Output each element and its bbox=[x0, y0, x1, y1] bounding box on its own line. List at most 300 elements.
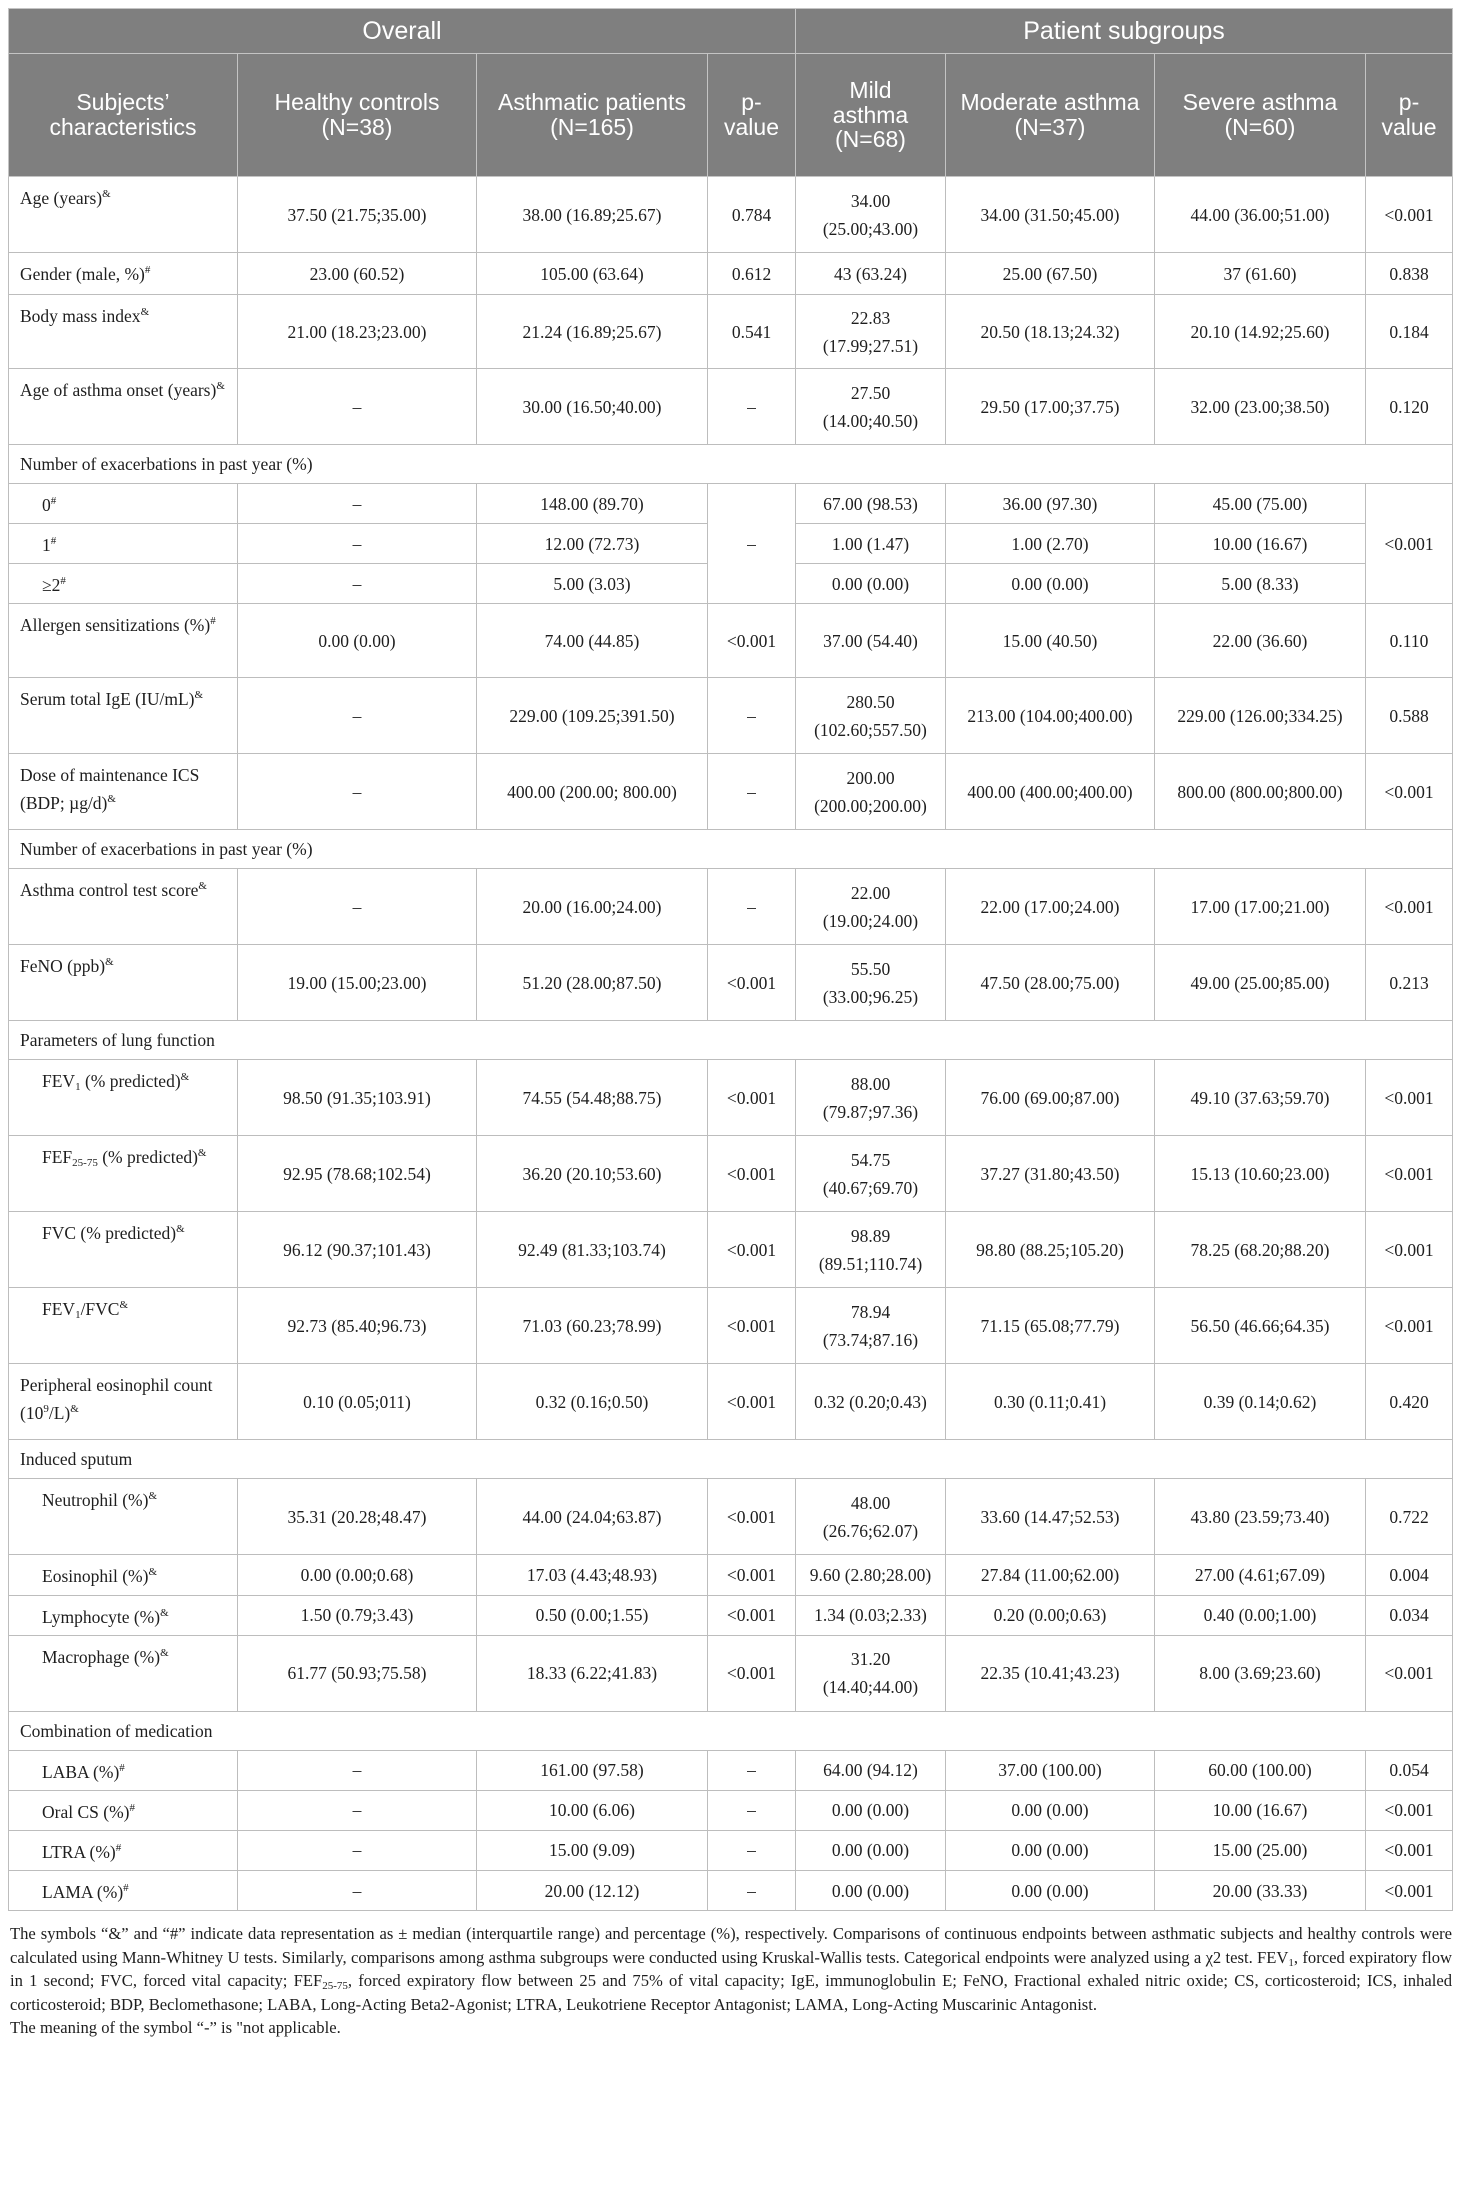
row-label bbox=[9, 604, 238, 678]
row-label-marker: # bbox=[50, 495, 57, 507]
section-heading: Number of exacerbations in past year (%) bbox=[9, 445, 1453, 484]
table-cell: <0.001 bbox=[1366, 1212, 1453, 1288]
table-cell: 105.00 (63.64) bbox=[477, 253, 708, 295]
row-label-text: Macrophage (%) bbox=[42, 1646, 161, 1667]
row-label-text: Age of asthma onset (years) bbox=[20, 380, 217, 400]
table-row bbox=[9, 1212, 1453, 1288]
footnote-subscript: 1 bbox=[1288, 1956, 1294, 1969]
footnote-text: , forced expiratory flow between 25 and 75% of vital capacity; IgE, immunoglobulin E; FeNO, Fractional exhaled nitric oxide; CS, corticosteroid; ICS, inhaled corticosteroid; BDP, Beclomethasone; LABA, Long-Acting Beta2-Agonist; LTRA, Leukotriene Receptor Antagonist; LAMA, Long-Acting Muscarinic Antagonist. bbox=[10, 1971, 1452, 2014]
table-cell: <0.001 bbox=[708, 1555, 796, 1595]
table-row bbox=[9, 295, 1453, 369]
row-label-marker: # bbox=[60, 575, 66, 588]
row-label bbox=[9, 1595, 238, 1635]
row-label bbox=[9, 295, 238, 369]
group-header-overall: Overall bbox=[9, 9, 796, 54]
row-label-marker: # bbox=[50, 535, 57, 548]
table-cell: 0.420 bbox=[1366, 1364, 1453, 1440]
table-cell: – bbox=[708, 869, 796, 945]
section-row bbox=[9, 1021, 1453, 1060]
col-header-mild-asthma: Mild asthma (N=68) bbox=[796, 54, 946, 177]
table-container bbox=[8, 8, 1452, 2040]
table-cell: 30.00 (16.50;40.00) bbox=[477, 369, 708, 445]
row-label-text: FEV bbox=[42, 1071, 76, 1092]
table-cell: – bbox=[238, 678, 477, 754]
row-label bbox=[9, 564, 238, 604]
table-cell: 10.00 (16.67) bbox=[1155, 524, 1366, 564]
table-cell: <0.001 bbox=[1366, 1136, 1453, 1212]
table-row bbox=[9, 1750, 1453, 1790]
table-cell: 49.10 (37.63;59.70) bbox=[1155, 1060, 1366, 1136]
row-label bbox=[9, 1555, 238, 1595]
table-cell: <0.001 bbox=[1366, 1288, 1453, 1364]
table-cell: 35.31 (20.28;48.47) bbox=[238, 1479, 477, 1555]
row-label bbox=[9, 1136, 238, 1212]
table-cell: 21.00 (18.23;23.00) bbox=[238, 295, 477, 369]
table-cell: 92.95 (78.68;102.54) bbox=[238, 1136, 477, 1212]
row-label-text: Dose of maintenance ICS (BDP; µg/d) bbox=[20, 765, 200, 813]
row-label-text: /L) bbox=[48, 1402, 71, 1423]
row-label-text: Gender (male, %) bbox=[20, 264, 145, 284]
table-cell: 229.00 (109.25;391.50) bbox=[477, 678, 708, 754]
table-cell: 20.00 (12.12) bbox=[477, 1871, 708, 1911]
table-cell: 29.50 (17.00;37.75) bbox=[946, 369, 1155, 445]
table-cell: <0.001 bbox=[1366, 177, 1453, 253]
row-label-marker: & bbox=[176, 1223, 185, 1236]
col-header-healthy-controls: Healthy controls (N=38) bbox=[238, 54, 477, 177]
table-cell: 15.13 (10.60;23.00) bbox=[1155, 1136, 1366, 1212]
table-cell: 55.50 (33.00;96.25) bbox=[796, 945, 946, 1021]
table-cell: 800.00 (800.00;800.00) bbox=[1155, 754, 1366, 830]
table-row bbox=[9, 604, 1453, 678]
table-cell: <0.001 bbox=[708, 1479, 796, 1555]
section-row bbox=[9, 445, 1453, 484]
table-cell: 0.10 (0.05;011) bbox=[238, 1364, 477, 1440]
table-row bbox=[9, 1635, 1453, 1711]
table-row bbox=[9, 1555, 1453, 1595]
table-cell: 98.50 (91.35;103.91) bbox=[238, 1060, 477, 1136]
row-label-text: 0 bbox=[42, 495, 51, 515]
table-cell: – bbox=[708, 1830, 796, 1870]
table-cell: <0.001 bbox=[1366, 754, 1453, 830]
row-label-marker: # bbox=[115, 1841, 122, 1854]
table-cell: 0.184 bbox=[1366, 295, 1453, 369]
table-cell: <0.001 bbox=[1366, 869, 1453, 945]
table-cell: 36.20 (20.10;53.60) bbox=[477, 1136, 708, 1212]
row-label bbox=[9, 1750, 238, 1790]
table-cell: 60.00 (100.00) bbox=[1155, 1750, 1366, 1790]
row-label-text: /FVC bbox=[80, 1299, 120, 1320]
section-heading: Parameters of lung function bbox=[9, 1021, 1453, 1060]
table-cell: 200.00 (200.00;200.00) bbox=[796, 754, 946, 830]
table-cell: 0.213 bbox=[1366, 945, 1453, 1021]
row-label-text: Oral CS (%) bbox=[42, 1801, 130, 1822]
table-cell: 36.00 (97.30) bbox=[946, 484, 1155, 524]
table-cell: 96.12 (90.37;101.43) bbox=[238, 1212, 477, 1288]
table-cell: 0.40 (0.00;1.00) bbox=[1155, 1595, 1366, 1635]
table-cell: 27.84 (11.00;62.00) bbox=[946, 1555, 1155, 1595]
row-label-marker: # bbox=[129, 1801, 135, 1814]
table-cell: 25.00 (67.50) bbox=[946, 253, 1155, 295]
table-cell: – bbox=[708, 1750, 796, 1790]
table-cell: 213.00 (104.00;400.00) bbox=[946, 678, 1155, 754]
table-cell: <0.001 bbox=[708, 945, 796, 1021]
table-cell: 0.054 bbox=[1366, 1750, 1453, 1790]
row-label-subscript: 1 bbox=[75, 1081, 81, 1094]
table-cell: – bbox=[238, 524, 477, 564]
table-cell: 49.00 (25.00;85.00) bbox=[1155, 945, 1366, 1021]
row-label-marker: # bbox=[210, 615, 216, 628]
table-cell: 0.00 (0.00) bbox=[796, 1830, 946, 1870]
table-row bbox=[9, 754, 1453, 830]
table-cell: 0.838 bbox=[1366, 253, 1453, 295]
table-cell: <0.001 bbox=[708, 1212, 796, 1288]
table-cell: 400.00 (200.00; 800.00) bbox=[477, 754, 708, 830]
row-label bbox=[9, 177, 238, 253]
footnote-na-note: The meaning of the symbol “-” is "not applicable. bbox=[10, 2018, 341, 2038]
table-cell: <0.001 bbox=[708, 1060, 796, 1136]
table-cell: – bbox=[708, 1871, 796, 1911]
table-row bbox=[9, 484, 1453, 524]
table-cell: 92.73 (85.40;96.73) bbox=[238, 1288, 477, 1364]
table-cell: 0.50 (0.00;1.55) bbox=[477, 1595, 708, 1635]
table-row bbox=[9, 1871, 1453, 1911]
table-cell: – bbox=[238, 369, 477, 445]
table-cell: – bbox=[708, 1790, 796, 1830]
row-label-text: ≥2 bbox=[42, 575, 61, 596]
row-label bbox=[9, 1635, 238, 1711]
row-label-marker: & bbox=[197, 1147, 207, 1160]
table-cell: 5.00 (8.33) bbox=[1155, 564, 1366, 604]
row-label-marker: & bbox=[140, 306, 150, 318]
row-label bbox=[9, 1790, 238, 1830]
table-cell: 71.03 (60.23;78.99) bbox=[477, 1288, 708, 1364]
table-cell: – bbox=[708, 678, 796, 754]
table-row bbox=[9, 1288, 1453, 1364]
table-cell: <0.001 bbox=[708, 1635, 796, 1711]
section-row bbox=[9, 1440, 1453, 1479]
row-label bbox=[9, 678, 238, 754]
table-cell: 0.588 bbox=[1366, 678, 1453, 754]
row-label-marker: # bbox=[119, 1761, 125, 1774]
row-label bbox=[9, 1364, 238, 1440]
table-cell: 27.50 (14.00;40.50) bbox=[796, 369, 946, 445]
table-cell: 280.50 (102.60;557.50) bbox=[796, 678, 946, 754]
table-row bbox=[9, 1479, 1453, 1555]
row-label-text: Lymphocyte (%) bbox=[42, 1606, 161, 1627]
table-cell: 43 (63.24) bbox=[796, 253, 946, 295]
table-cell: 33.60 (14.47;52.53) bbox=[946, 1479, 1155, 1555]
table-cell: 76.00 (69.00;87.00) bbox=[946, 1060, 1155, 1136]
table-cell: 5.00 (3.03) bbox=[477, 564, 708, 604]
table-cell: 0.00 (0.00) bbox=[796, 564, 946, 604]
table-cell: 18.33 (6.22;41.83) bbox=[477, 1635, 708, 1711]
row-label-text: LAMA (%) bbox=[42, 1882, 124, 1902]
table-cell: <0.001 bbox=[708, 1595, 796, 1635]
table-cell: 61.77 (50.93;75.58) bbox=[238, 1635, 477, 1711]
table-row bbox=[9, 1595, 1453, 1635]
row-label-subscript: 25-75 bbox=[72, 1157, 98, 1170]
table-cell: 0.00 (0.00) bbox=[946, 564, 1155, 604]
row-label-text: Asthma control test score bbox=[20, 880, 199, 901]
table-cell: 1.00 (1.47) bbox=[796, 524, 946, 564]
footnote-paragraph bbox=[10, 1922, 1452, 2016]
table-cell: 20.50 (18.13;24.32) bbox=[946, 295, 1155, 369]
col-header-moderate-asthma: Moderate asthma (N=37) bbox=[946, 54, 1155, 177]
table-cell: 15.00 (25.00) bbox=[1155, 1830, 1366, 1870]
table-cell: <0.001 bbox=[708, 604, 796, 678]
table-cell: <0.001 bbox=[1366, 1830, 1453, 1870]
table-cell: 12.00 (72.73) bbox=[477, 524, 708, 564]
row-label-text: (% predicted) bbox=[80, 1071, 181, 1092]
table-cell: – bbox=[238, 564, 477, 604]
table-row bbox=[9, 678, 1453, 754]
characteristics-table bbox=[8, 8, 1453, 1911]
table-cell: 20.10 (14.92;25.60) bbox=[1155, 295, 1366, 369]
table-cell: 22.83 (17.99;27.51) bbox=[796, 295, 946, 369]
table-cell: 47.50 (28.00;75.00) bbox=[946, 945, 1155, 1021]
table-row bbox=[9, 1790, 1453, 1830]
table-cell: 34.00 (25.00;43.00) bbox=[796, 177, 946, 253]
table-cell: 0.20 (0.00;0.63) bbox=[946, 1595, 1155, 1635]
row-label-text: Eosinophil (%) bbox=[42, 1566, 149, 1587]
table-cell: 37.50 (21.75;35.00) bbox=[238, 177, 477, 253]
table-row bbox=[9, 1364, 1453, 1440]
table-cell: 37.00 (100.00) bbox=[946, 1750, 1155, 1790]
row-label-marker: & bbox=[70, 1402, 79, 1415]
table-cell: 27.00 (4.61;67.09) bbox=[1155, 1555, 1366, 1595]
table-cell: 45.00 (75.00) bbox=[1155, 484, 1366, 524]
section-row bbox=[9, 830, 1453, 869]
table-cell: – bbox=[708, 369, 796, 445]
table-cell: 9.60 (2.80;28.00) bbox=[796, 1555, 946, 1595]
table-row bbox=[9, 369, 1453, 445]
table-cell: 20.00 (16.00;24.00) bbox=[477, 869, 708, 945]
table-cell: 56.50 (46.66;64.35) bbox=[1155, 1288, 1366, 1364]
table-cell: 0.00 (0.00) bbox=[946, 1790, 1155, 1830]
col-header-p-value-subgroups: p-value bbox=[1366, 54, 1453, 177]
table-cell: – bbox=[238, 754, 477, 830]
table-cell: 0.784 bbox=[708, 177, 796, 253]
table-cell: 17.03 (4.43;48.93) bbox=[477, 1555, 708, 1595]
row-label bbox=[9, 1871, 238, 1911]
table-cell: 0.00 (0.00) bbox=[946, 1830, 1155, 1870]
row-label-text: Age (years) bbox=[20, 188, 103, 208]
row-label-text: FEV bbox=[42, 1299, 76, 1320]
row-label-superscript: 9 bbox=[43, 1402, 49, 1415]
row-label-marker: & bbox=[180, 1071, 190, 1084]
footnote-text: , forced expiratory flow in 1 second; FVC, forced vital capacity; FEF bbox=[10, 1947, 1452, 1991]
table-cell: <0.001 bbox=[1366, 1871, 1453, 1911]
table-cell: 8.00 (3.69;23.60) bbox=[1155, 1635, 1366, 1711]
row-label bbox=[9, 484, 238, 524]
row-label-text: Peripheral eosinophil count (10 bbox=[20, 1375, 213, 1423]
table-cell: 15.00 (40.50) bbox=[946, 604, 1155, 678]
merged-p-value-overall: – bbox=[708, 484, 796, 604]
row-label bbox=[9, 1830, 238, 1870]
row-label-marker: & bbox=[160, 1646, 169, 1659]
table-cell: – bbox=[238, 1871, 477, 1911]
table-cell: 0.39 (0.14;0.62) bbox=[1155, 1364, 1366, 1440]
table-cell: 37.27 (31.80;43.50) bbox=[946, 1136, 1155, 1212]
row-label-marker: & bbox=[107, 792, 116, 805]
row-label-marker: & bbox=[105, 956, 114, 969]
table-cell: 17.00 (17.00;21.00) bbox=[1155, 869, 1366, 945]
table-cell: 229.00 (126.00;334.25) bbox=[1155, 678, 1366, 754]
row-label-marker: & bbox=[216, 380, 225, 392]
table-cell: – bbox=[238, 484, 477, 524]
table-cell: 78.94 (73.74;87.16) bbox=[796, 1288, 946, 1364]
table-cell: 22.00 (19.00;24.00) bbox=[796, 869, 946, 945]
row-label bbox=[9, 1212, 238, 1288]
table-cell: 10.00 (16.67) bbox=[1155, 1790, 1366, 1830]
row-label-text: LTRA (%) bbox=[42, 1841, 116, 1862]
table-cell: 0.30 (0.11;0.41) bbox=[946, 1364, 1155, 1440]
row-label-text: FEF bbox=[42, 1147, 73, 1168]
row-label bbox=[9, 1060, 238, 1136]
table-cell: <0.001 bbox=[708, 1288, 796, 1364]
table-cell: 0.612 bbox=[708, 253, 796, 295]
table-cell: 44.00 (36.00;51.00) bbox=[1155, 177, 1366, 253]
table-cell: 0.00 (0.00) bbox=[946, 1871, 1155, 1911]
table-cell: – bbox=[238, 1790, 477, 1830]
table-cell: 37 (61.60) bbox=[1155, 253, 1366, 295]
table-cell: 0.00 (0.00) bbox=[796, 1790, 946, 1830]
table-cell: 0.00 (0.00;0.68) bbox=[238, 1555, 477, 1595]
table-cell: 38.00 (16.89;25.67) bbox=[477, 177, 708, 253]
table-cell: 0.722 bbox=[1366, 1479, 1453, 1555]
col-header-severe-asthma: Severe asthma (N=60) bbox=[1155, 54, 1366, 177]
row-label-text: Allergen sensitizations (%) bbox=[20, 615, 211, 636]
table-cell: <0.001 bbox=[708, 1364, 796, 1440]
table-cell: 148.00 (89.70) bbox=[477, 484, 708, 524]
row-label bbox=[9, 945, 238, 1021]
row-label bbox=[9, 869, 238, 945]
table-row bbox=[9, 945, 1453, 1021]
table-cell: 37.00 (54.40) bbox=[796, 604, 946, 678]
table-cell: 78.25 (68.20;88.20) bbox=[1155, 1212, 1366, 1288]
table-cell: 48.00 (26.76;62.07) bbox=[796, 1479, 946, 1555]
table-cell: 22.00 (17.00;24.00) bbox=[946, 869, 1155, 945]
row-label bbox=[9, 369, 238, 445]
footnote-subscript: 25-75 bbox=[322, 1980, 348, 1993]
section-row bbox=[9, 1711, 1453, 1750]
table-cell: 0.110 bbox=[1366, 604, 1453, 678]
row-label-subscript: 1 bbox=[75, 1309, 81, 1322]
table-cell: 43.80 (23.59;73.40) bbox=[1155, 1479, 1366, 1555]
table-cell: – bbox=[238, 1830, 477, 1870]
group-header-subgroups: Patient subgroups bbox=[796, 9, 1453, 54]
table-cell: 23.00 (60.52) bbox=[238, 253, 477, 295]
table-cell: 98.89 (89.51;110.74) bbox=[796, 1212, 946, 1288]
table-cell: 0.034 bbox=[1366, 1595, 1453, 1635]
table-cell: 21.24 (16.89;25.67) bbox=[477, 295, 708, 369]
row-label bbox=[9, 524, 238, 564]
table-row bbox=[9, 1136, 1453, 1212]
section-heading: Number of exacerbations in past year (%) bbox=[9, 830, 1453, 869]
table-cell: 51.20 (28.00;87.50) bbox=[477, 945, 708, 1021]
row-label-text: FVC (% predicted) bbox=[42, 1223, 177, 1244]
table-footnote bbox=[8, 1922, 1452, 2040]
table-cell: 1.00 (2.70) bbox=[946, 524, 1155, 564]
table-cell: 31.20 (14.40;44.00) bbox=[796, 1635, 946, 1711]
row-label-text: Serum total IgE (IU/mL) bbox=[20, 689, 195, 710]
row-label-marker: & bbox=[198, 880, 207, 893]
section-heading: Combination of medication bbox=[9, 1711, 1453, 1750]
table-row bbox=[9, 869, 1453, 945]
table-header bbox=[9, 9, 1453, 177]
table-row bbox=[9, 177, 1453, 253]
row-label-text: 1 bbox=[42, 535, 51, 556]
row-label-marker: & bbox=[148, 1490, 157, 1503]
row-label-text: Neutrophil (%) bbox=[42, 1490, 149, 1511]
table-cell: 44.00 (24.04;63.87) bbox=[477, 1479, 708, 1555]
merged-p-value-subgroups: <0.001 bbox=[1366, 484, 1453, 604]
row-label bbox=[9, 1288, 238, 1364]
row-label-marker: # bbox=[123, 1882, 129, 1894]
row-label bbox=[9, 1479, 238, 1555]
table-cell: <0.001 bbox=[1366, 1060, 1453, 1136]
table-cell: 67.00 (98.53) bbox=[796, 484, 946, 524]
row-label-marker: & bbox=[160, 1606, 169, 1619]
table-cell: 0.120 bbox=[1366, 369, 1453, 445]
table-cell: 71.15 (65.08;77.79) bbox=[946, 1288, 1155, 1364]
table-body bbox=[9, 177, 1453, 1911]
table-cell: 74.55 (54.48;88.75) bbox=[477, 1060, 708, 1136]
row-label-text: FeNO (ppb) bbox=[20, 956, 106, 977]
table-cell: <0.001 bbox=[1366, 1635, 1453, 1711]
table-cell: 22.35 (10.41;43.23) bbox=[946, 1635, 1155, 1711]
row-label-marker: & bbox=[194, 689, 204, 702]
row-label-text: LABA (%) bbox=[42, 1761, 120, 1782]
table-cell: 0.004 bbox=[1366, 1555, 1453, 1595]
table-cell: 54.75 (40.67;69.70) bbox=[796, 1136, 946, 1212]
table-row bbox=[9, 1060, 1453, 1136]
table-cell: <0.001 bbox=[1366, 1790, 1453, 1830]
table-cell: 1.34 (0.03;2.33) bbox=[796, 1595, 946, 1635]
table-cell: 20.00 (33.33) bbox=[1155, 1871, 1366, 1911]
table-cell: 74.00 (44.85) bbox=[477, 604, 708, 678]
table-cell: 400.00 (400.00;400.00) bbox=[946, 754, 1155, 830]
row-label bbox=[9, 754, 238, 830]
col-header-asthmatic-patients: Asthmatic patients (N=165) bbox=[477, 54, 708, 177]
table-cell: – bbox=[238, 869, 477, 945]
table-cell: 22.00 (36.60) bbox=[1155, 604, 1366, 678]
table-cell: 92.49 (81.33;103.74) bbox=[477, 1212, 708, 1288]
table-cell: 0.00 (0.00) bbox=[238, 604, 477, 678]
table-row bbox=[9, 253, 1453, 295]
table-cell: 88.00 (79.87;97.36) bbox=[796, 1060, 946, 1136]
table-cell: 32.00 (23.00;38.50) bbox=[1155, 369, 1366, 445]
row-label-text: Body mass index bbox=[20, 306, 141, 326]
row-label-marker: & bbox=[102, 188, 111, 200]
table-cell: – bbox=[238, 1750, 477, 1790]
table-cell: 19.00 (15.00;23.00) bbox=[238, 945, 477, 1021]
row-label-text: (% predicted) bbox=[97, 1147, 198, 1168]
col-header-characteristics: Subjects’ characteristics bbox=[9, 54, 238, 177]
table-cell: 10.00 (6.06) bbox=[477, 1790, 708, 1830]
table-cell: – bbox=[708, 754, 796, 830]
table-row bbox=[9, 1830, 1453, 1870]
table-cell: 0.32 (0.16;0.50) bbox=[477, 1364, 708, 1440]
table-cell: 64.00 (94.12) bbox=[796, 1750, 946, 1790]
table-cell: 0.32 (0.20;0.43) bbox=[796, 1364, 946, 1440]
row-label-marker: & bbox=[119, 1299, 129, 1312]
row-label bbox=[9, 253, 238, 295]
section-heading: Induced sputum bbox=[9, 1440, 1453, 1479]
table-cell: <0.001 bbox=[708, 1136, 796, 1212]
row-label-marker: & bbox=[148, 1566, 158, 1579]
row-label-marker: # bbox=[144, 264, 151, 276]
